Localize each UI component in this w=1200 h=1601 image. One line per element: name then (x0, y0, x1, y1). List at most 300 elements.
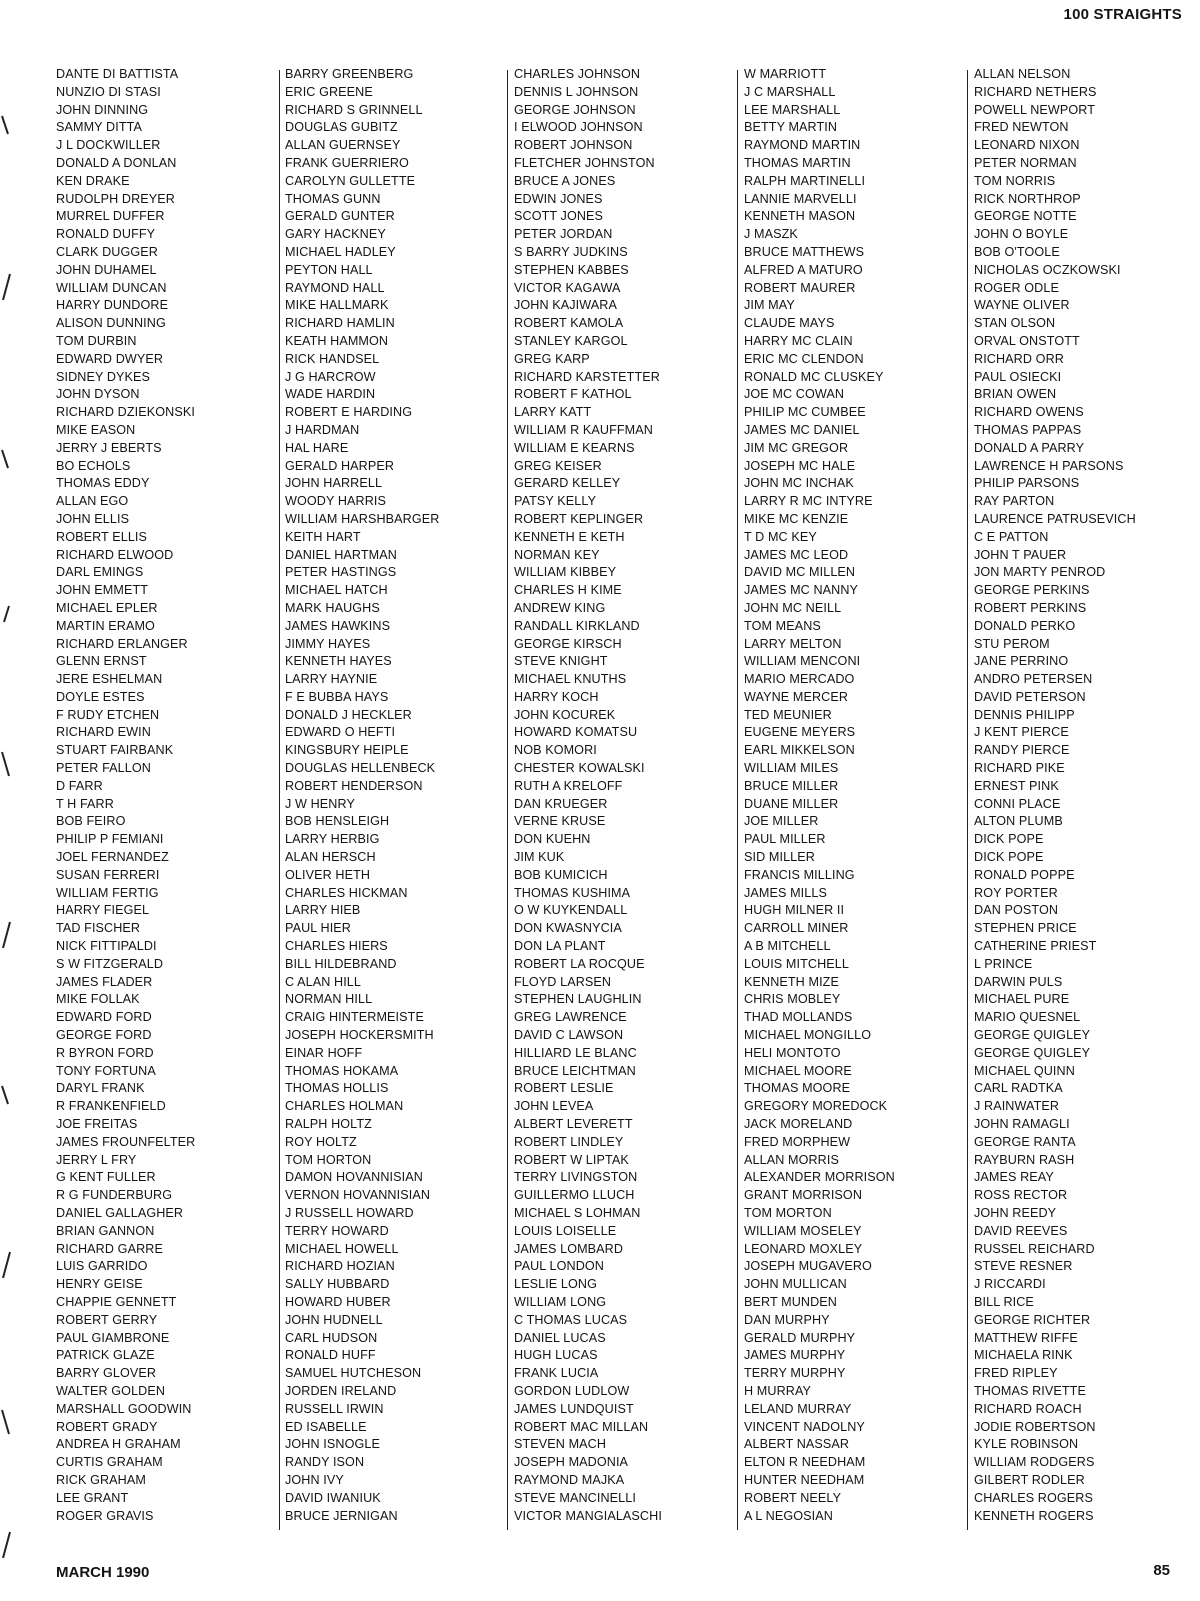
list-item: DAVID REEVES (974, 1223, 1068, 1238)
margin-tick-mark (0, 1408, 14, 1438)
list-item: BRUCE MATTHEWS (744, 244, 865, 259)
list-item: GARY HACKNEY (285, 227, 386, 242)
list-item: JAMES MURPHY (744, 1348, 846, 1363)
list-item: JOEL FERNANDEZ (56, 850, 169, 865)
list-item: STEPHEN KABBES (514, 262, 629, 277)
list-item: GERARD KELLEY (514, 476, 621, 491)
list-item: MICHAEL HADLEY (285, 244, 396, 259)
list-item: FRANK LUCIA (514, 1366, 599, 1381)
list-item: CHARLES ROGERS (974, 1490, 1093, 1505)
list-item: F E BUBBA HAYS (285, 689, 389, 704)
list-item: EDWARD DWYER (56, 351, 164, 366)
list-item: ALLAN NELSON (974, 67, 1071, 81)
list-item: BRIAN OWEN (974, 387, 1057, 402)
list-item: BARRY GLOVER (56, 1366, 157, 1381)
name-column-3 (514, 66, 662, 1536)
list-item: MIKE EASON (56, 422, 136, 437)
list-item: WILLIAM DUNCAN (56, 280, 167, 295)
list-item: NICHOLAS OCZKOWSKI (974, 262, 1121, 277)
list-item: JOHN ELLIS (56, 511, 130, 526)
list-item: BARRY GREENBERG (285, 67, 414, 81)
list-item: JOE FREITAS (56, 1117, 138, 1132)
list-item: KENNETH ROGERS (974, 1508, 1094, 1523)
list-item: SUSAN FERRERI (56, 867, 160, 882)
list-item: JORDEN IRELAND (285, 1383, 397, 1398)
list-item: DICK POPE (974, 850, 1044, 865)
list-item: DOYLE ESTES (56, 689, 145, 704)
list-item: GERALD HARPER (285, 458, 395, 473)
list-item: KENNETH E KETH (514, 529, 625, 544)
list-item: GORDON LUDLOW (514, 1383, 630, 1398)
list-item: C THOMAS LUCAS (514, 1312, 628, 1327)
list-item: MICHAEL EPLER (56, 600, 158, 615)
list-item: ROBERT JOHNSON (514, 138, 633, 153)
list-item: EDWARD O HEFTI (285, 725, 396, 740)
list-item: WOODY HARRIS (285, 494, 387, 509)
list-item: LARRY HAYNIE (285, 672, 378, 687)
list-item: JOHN REEDY (974, 1206, 1057, 1220)
list-item: RICHARD S GRINNELL (285, 102, 423, 117)
list-item: JOSEPH MC HALE (744, 458, 856, 473)
list-item: W MARRIOTT (744, 67, 827, 81)
list-item: GERALD GUNTER (285, 209, 395, 224)
list-item: RICHARD EWIN (56, 725, 151, 740)
list-item: HELI MONTOTO (744, 1045, 841, 1060)
list-item: ALAN HERSCH (285, 850, 376, 865)
list-item: KYLE ROBINSON (974, 1437, 1079, 1452)
list-item: JIMMY HAYES (285, 636, 371, 651)
list-item: WILLIAM HARSHBARGER (285, 511, 440, 526)
name-column-5 (974, 66, 1136, 1536)
list-item: CARL RADTKA (974, 1081, 1063, 1096)
list-item: RICK GRAHAM (56, 1472, 146, 1487)
list-item: CURTIS GRAHAM (56, 1455, 163, 1470)
list-item: PAUL OSIECKI (974, 369, 1062, 384)
list-item: RONALD HUFF (285, 1348, 376, 1363)
list-item: J W HENRY (285, 796, 355, 811)
list-item: BERT MUNDEN (744, 1294, 838, 1309)
list-item: TED MEUNIER (744, 707, 832, 722)
list-item: RICHARD ORR (974, 351, 1064, 366)
list-item: ROBERT HENDERSON (285, 778, 423, 793)
list-item: PAUL MILLER (744, 832, 826, 847)
list-item: STU PEROM (974, 636, 1050, 651)
list-item: ALEXANDER MORRISON (744, 1170, 895, 1185)
list-item: WILLIAM FERTIG (56, 885, 159, 900)
name-columns (0, 66, 1200, 1536)
list-item: RICK NORTHROP (974, 191, 1081, 206)
list-item: ALBERT LEVERETT (514, 1117, 633, 1132)
list-item: WILLIAM R KAUFFMAN (514, 422, 653, 437)
list-item: LAWRENCE H PARSONS (974, 458, 1124, 473)
list-item: GREG LAWRENCE (514, 1010, 627, 1025)
list-item: ROBERT E HARDING (285, 405, 413, 420)
list-item: FRANCIS MILLING (744, 867, 855, 882)
list-item: JOHN EMMETT (56, 583, 149, 598)
list-item: RAYBURN RASH (974, 1152, 1075, 1167)
list-item: ANDRO PETERSEN (974, 672, 1093, 687)
list-item: DAVID IWANIUK (285, 1490, 381, 1505)
list-item: MARIO QUESNEL (974, 1010, 1081, 1025)
list-item: NICK FITTIPALDI (56, 939, 157, 954)
list-item: D FARR (56, 778, 103, 793)
list-item: WILLIAM KIBBEY (514, 565, 617, 580)
name-column-4 (744, 66, 895, 1536)
list-item: RICHARD ERLANGER (56, 636, 188, 651)
list-item: WALTER GOLDEN (56, 1383, 166, 1398)
list-item: RICHARD DZIEKONSKI (56, 405, 195, 420)
list-item: JOHN IVY (285, 1472, 344, 1487)
list-item: WADE HARDIN (285, 387, 376, 402)
list-item: LEE GRANT (56, 1490, 129, 1505)
list-item: STEPHEN PRICE (974, 921, 1077, 936)
list-item: R FRANKENFIELD (56, 1099, 166, 1114)
list-item: PHILIP MC CUMBEE (744, 405, 866, 420)
list-item: RICHARD GARRE (56, 1241, 163, 1256)
list-item: RAYMOND MARTIN (744, 138, 861, 153)
list-item: HARRY FIEGEL (56, 903, 150, 918)
list-item: TAD FISCHER (56, 921, 141, 936)
list-item: JIM MAY (744, 298, 795, 313)
list-item: MICHAEL HATCH (285, 583, 388, 598)
list-item: GRANT MORRISON (744, 1188, 863, 1203)
list-item: ANDREA H GRAHAM (56, 1437, 181, 1452)
list-item: FLOYD LARSEN (514, 974, 612, 989)
list-item: KENNETH MIZE (744, 974, 839, 989)
list-item: THOMAS RIVETTE (974, 1383, 1086, 1398)
list-item: CHARLES HIERS (285, 939, 388, 954)
list-item: KENNETH MASON (744, 209, 856, 224)
list-item: JOSEPH MADONIA (514, 1455, 629, 1470)
list-item: HOWARD HUBER (285, 1294, 391, 1309)
list-item: TOM DURBIN (56, 333, 137, 348)
list-item: GEORGE RANTA (974, 1134, 1076, 1149)
margin-tick-mark (0, 920, 14, 950)
list-item: WILLIAM RODGERS (974, 1455, 1095, 1470)
column-divider (507, 70, 508, 1530)
list-item: GREG KEISER (514, 458, 602, 473)
list-item: RANDY ISON (285, 1455, 365, 1470)
list-item: DONALD A DONLAN (56, 155, 177, 170)
list-item: HARRY DUNDORE (56, 298, 169, 313)
list-item: MICHAEL MONGILLO (744, 1028, 872, 1043)
list-item: THOMAS KUSHIMA (514, 885, 631, 900)
list-item: ALFRED A MATURO (744, 262, 863, 277)
list-item: THOMAS MARTIN (744, 155, 851, 170)
list-item: DANIEL GALLAGHER (56, 1206, 184, 1220)
list-item: CHARLES HOLMAN (285, 1099, 404, 1114)
list-item: BOB KUMICICH (514, 867, 608, 882)
list-item: ERIC MC CLENDON (744, 351, 864, 366)
list-item: JAMES MC NANNY (744, 583, 859, 598)
list-item: LARRY HERBIG (285, 832, 380, 847)
list-item: STEVE RESNER (974, 1259, 1073, 1274)
list-item: GEORGE RICHTER (974, 1312, 1091, 1327)
list-item: WAYNE MERCER (744, 689, 849, 704)
list-item: ERIC GREENE (285, 84, 373, 99)
list-item: GEORGE NOTTE (974, 209, 1077, 224)
list-item: DARL EMINGS (56, 565, 144, 580)
list-item: GEORGE KIRSCH (514, 636, 622, 651)
list-item: ELTON R NEEDHAM (744, 1455, 866, 1470)
list-item: JAMES HAWKINS (285, 618, 391, 633)
list-item: THOMAS HOKAMA (285, 1063, 399, 1078)
list-item: HAL HARE (285, 440, 349, 455)
list-item: RAY PARTON (974, 494, 1055, 509)
list-item: JOHN KAJIWARA (514, 298, 617, 313)
list-item: SCOTT JONES (514, 209, 604, 224)
list-item: NOB KOMORI (514, 743, 597, 758)
list-item: HENRY GEISE (56, 1277, 143, 1292)
list-item: LARRY HIEB (285, 903, 361, 918)
list-item: GEORGE PERKINS (974, 583, 1090, 598)
list-item: S BARRY JUDKINS (514, 244, 628, 259)
list-item: T D MC KEY (744, 529, 817, 544)
list-item: TONY FORTUNA (56, 1063, 156, 1078)
list-item: SAMMY DITTA (56, 120, 142, 135)
list-item: BRUCE MILLER (744, 778, 839, 793)
list-item: ORVAL ONSTOTT (974, 333, 1080, 348)
list-item: DAN KRUEGER (514, 796, 608, 811)
list-item: PETER NORMAN (974, 155, 1077, 170)
list-item: H MURRAY (744, 1383, 812, 1398)
list-item: J HARDMAN (285, 422, 360, 437)
list-item: F RUDY ETCHEN (56, 707, 160, 722)
list-item: O W KUYKENDALL (514, 903, 628, 918)
list-item: J RUSSELL HOWARD (285, 1206, 414, 1220)
list-item: LOUIS MITCHELL (744, 956, 849, 971)
list-item: WAYNE OLIVER (974, 298, 1070, 313)
list-item: ROGER ODLE (974, 280, 1059, 295)
list-item: THOMAS EDDY (56, 476, 150, 491)
list-item: C E PATTON (974, 529, 1049, 544)
list-item: HARRY KOCH (514, 689, 599, 704)
list-item: DAN MURPHY (744, 1312, 830, 1327)
list-item: JAMES MC DANIEL (744, 422, 860, 437)
list-item: J RAINWATER (974, 1099, 1060, 1114)
list-item: ROBERT GERRY (56, 1312, 158, 1327)
list-item: HARRY MC CLAIN (744, 333, 853, 348)
list-item: CLAUDE MAYS (744, 316, 835, 331)
list-item: MICHAEL PURE (974, 992, 1070, 1007)
list-item: FRED MORPHEW (744, 1134, 851, 1149)
list-item: ROBERT MAC MILLAN (514, 1419, 649, 1434)
list-item: J G HARCROW (285, 369, 376, 384)
margin-tick-mark (0, 1250, 14, 1280)
list-item: VINCENT NADOLNY (744, 1419, 865, 1434)
list-item: DOUGLAS GUBITZ (285, 120, 398, 135)
list-item: DON KWASNYCIA (514, 921, 622, 936)
list-item: OLIVER HETH (285, 867, 371, 882)
list-item: JAMES FLADER (56, 974, 153, 989)
list-item: A L NEGOSIAN (744, 1508, 833, 1523)
list-item: DAN POSTON (974, 903, 1059, 918)
list-item: SID MILLER (744, 850, 815, 865)
list-item: DONALD J HECKLER (285, 707, 412, 722)
list-item: PATSY KELLY (514, 494, 597, 509)
list-item: RUTH A KRELOFF (514, 778, 623, 793)
list-item: BRIAN GANNON (56, 1223, 155, 1238)
list-item: JOHN KOCUREK (514, 707, 616, 722)
list-item: DARWIN PULS (974, 974, 1063, 989)
list-item: HUGH LUCAS (514, 1348, 598, 1363)
list-item: JOHN LEVEA (514, 1099, 594, 1114)
list-item: STUART FAIRBANK (56, 743, 174, 758)
list-item: RICHARD HAMLIN (285, 316, 395, 331)
list-item: JOHN O BOYLE (974, 227, 1069, 242)
list-item: JOHN T PAUER (974, 547, 1067, 562)
list-item: DAMON HOVANNISIAN (285, 1170, 423, 1185)
list-item: ALISON DUNNING (56, 316, 166, 331)
list-item: STEVE KNIGHT (514, 654, 608, 669)
list-item: HUGH MILNER II (744, 903, 845, 918)
list-item: KEITH HART (285, 529, 361, 544)
list-item: JACK MORELAND (744, 1117, 853, 1132)
list-item: LELAND MURRAY (744, 1401, 852, 1416)
list-item: WILLIAM LONG (514, 1294, 607, 1309)
list-item: JODIE ROBERTSON (974, 1419, 1096, 1434)
list-item: LEONARD MOXLEY (744, 1241, 863, 1256)
list-item: JOSEPH HOCKERSMITH (285, 1028, 434, 1043)
list-item: DANIEL LUCAS (514, 1330, 606, 1345)
list-item: ROBERT PERKINS (974, 600, 1087, 615)
list-item: KEN DRAKE (56, 173, 130, 188)
list-item: THOMAS PAPPAS (974, 422, 1082, 437)
list-item: PETER HASTINGS (285, 565, 397, 580)
list-item: MATTHEW RIFFE (974, 1330, 1078, 1345)
list-item: TOM MORTON (744, 1206, 832, 1220)
list-item: BILL HILDEBRAND (285, 956, 397, 971)
list-item: GUILLERMO LLUCH (514, 1188, 635, 1203)
list-item: JERRY L FRY (56, 1152, 137, 1167)
margin-tick-mark (0, 1082, 14, 1112)
list-item: THAD MOLLANDS (744, 1010, 853, 1025)
list-item: PAUL GIAMBRONE (56, 1330, 170, 1345)
list-item: MICHAEL S LOHMAN (514, 1206, 641, 1220)
list-item: BETTY MARTIN (744, 120, 838, 135)
list-item: BOB FEIRO (56, 814, 126, 829)
list-item: ROBERT F KATHOL (514, 387, 632, 402)
column-divider (967, 70, 968, 1530)
list-item: MARIO MERCADO (744, 672, 855, 687)
list-item: ERNEST PINK (974, 778, 1059, 793)
list-item: JAMES MC LEOD (744, 547, 849, 562)
list-item: GEORGE QUIGLEY (974, 1045, 1091, 1060)
list-item: STEVEN MACH (514, 1437, 607, 1452)
margin-tick-mark (0, 112, 14, 142)
list-item: GEORGE JOHNSON (514, 102, 636, 117)
list-item: JON MARTY PENROD (974, 565, 1106, 580)
list-item: FRED NEWTON (974, 120, 1069, 135)
list-item: CARL HUDSON (285, 1330, 378, 1345)
list-item: FRANK GUERRIERO (285, 155, 409, 170)
list-item: POWELL NEWPORT (974, 102, 1096, 117)
list-item: PHILIP P FEMIANI (56, 832, 164, 847)
list-item: RICHARD KARSTETTER (514, 369, 660, 384)
list-item: PATRICK GLAZE (56, 1348, 155, 1363)
list-item: JOHN MULLICAN (744, 1277, 847, 1292)
list-item: SALLY HUBBARD (285, 1277, 390, 1292)
section-title: 100 STRAIGHTS (1063, 6, 1182, 23)
list-item: PAUL HIER (285, 921, 351, 936)
list-item: BOB O'TOOLE (974, 244, 1060, 259)
list-item: DOUGLAS HELLENBECK (285, 761, 436, 776)
list-item: KENNETH HAYES (285, 654, 392, 669)
list-item: RICHARD PIKE (974, 761, 1065, 776)
list-item: JAMES REAY (974, 1170, 1054, 1185)
list-item: PETER FALLON (56, 761, 151, 776)
margin-tick-mark (0, 602, 14, 632)
list-item: CHESTER KOWALSKI (514, 761, 645, 776)
list-item: LUIS GARRIDO (56, 1259, 148, 1274)
list-item: BRUCE LEICHTMAN (514, 1063, 636, 1078)
list-item: CATHERINE PRIEST (974, 939, 1097, 954)
list-item: RALPH MARTINELLI (744, 173, 866, 188)
page-number: 85 (1153, 1562, 1170, 1579)
list-item: DANTE DI BATTISTA (56, 67, 179, 81)
column-divider (737, 70, 738, 1530)
list-item: MIKE FOLLAK (56, 992, 140, 1007)
list-item: DARYL FRANK (56, 1081, 145, 1096)
list-item: GLENN ERNST (56, 654, 147, 669)
list-item: GREG KARP (514, 351, 590, 366)
name-column-1 (56, 66, 195, 1536)
list-item: GERALD MURPHY (744, 1330, 856, 1345)
list-item: L PRINCE (974, 956, 1033, 971)
list-item: BRUCE A JONES (514, 173, 616, 188)
list-item: CHARLES JOHNSON (514, 67, 641, 81)
margin-tick-mark (0, 1530, 14, 1560)
list-item: MARSHALL GOODWIN (56, 1401, 192, 1416)
list-item: FRED RIPLEY (974, 1366, 1058, 1381)
list-item: JANE PERRINO (974, 654, 1069, 669)
list-item: FLETCHER JOHNSTON (514, 155, 655, 170)
list-item: DON LA PLANT (514, 939, 606, 954)
list-item: THOMAS MOORE (744, 1081, 851, 1096)
list-item: ROGER GRAVIS (56, 1508, 154, 1523)
list-item: RAYMOND HALL (285, 280, 385, 295)
list-item: C ALAN HILL (285, 974, 361, 989)
list-item: DAVID MC MILLEN (744, 565, 856, 580)
list-item: CONNI PLACE (974, 796, 1061, 811)
list-item: DANIEL HARTMAN (285, 547, 397, 562)
list-item: MICHAEL MOORE (744, 1063, 852, 1078)
list-item: PAUL LONDON (514, 1259, 604, 1274)
list-item: MICHAEL QUINN (974, 1063, 1075, 1078)
list-item: ROBERT ELLIS (56, 529, 148, 544)
list-item: R BYRON FORD (56, 1045, 154, 1060)
list-item: RICK HANDSEL (285, 351, 380, 366)
list-item: RICHARD HOZIAN (285, 1259, 395, 1274)
list-item: CHAPPIE GENNETT (56, 1294, 177, 1309)
list-item: GEORGE QUIGLEY (974, 1028, 1091, 1043)
list-item: ROBERT MAURER (744, 280, 856, 295)
list-item: LARRY MELTON (744, 636, 842, 651)
list-item: LAURENCE PATRUSEVICH (974, 511, 1136, 526)
list-item: TERRY LIVINGSTON (514, 1170, 638, 1185)
list-item: DENNIS PHILIPP (974, 707, 1075, 722)
list-item: RONALD POPPE (974, 867, 1075, 882)
list-item: NUNZIO DI STASI (56, 84, 161, 99)
list-item: VICTOR KAGAWA (514, 280, 621, 295)
list-item: EDWARD FORD (56, 1010, 152, 1025)
list-item: WILLIAM MENCONI (744, 654, 861, 669)
list-item: BOB HENSLEIGH (285, 814, 390, 829)
issue-date: MARCH 1990 (56, 1564, 150, 1581)
list-item: HUNTER NEEDHAM (744, 1472, 865, 1487)
list-item: RAYMOND MAJKA (514, 1472, 625, 1487)
list-item: TOM MEANS (744, 618, 821, 633)
